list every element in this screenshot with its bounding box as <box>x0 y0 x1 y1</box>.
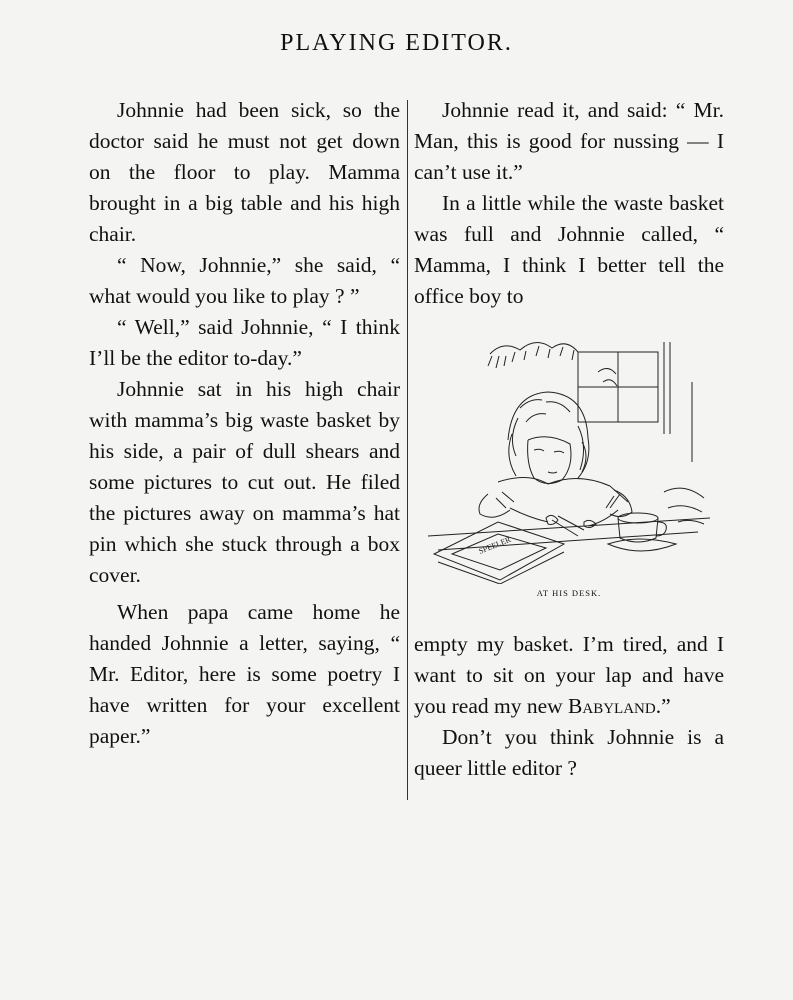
paragraph <box>414 629 724 722</box>
child-at-desk-illustration <box>428 322 710 584</box>
paragraph: In a little while the waste basket was full and Johnnie called, “ Mamma, I think I better tell the office boy to <box>414 191 724 308</box>
paragraph-text: .” <box>655 694 671 718</box>
paragraph: Johnnie read it, and said: “ Mr. Man, this is good for nussing — I can’t use it.” <box>414 98 724 184</box>
paragraph-text: empty my basket. I’m tired, and I want to sit on your lap and have you read my new <box>414 632 724 718</box>
book-label: SPEELER <box>477 534 513 556</box>
paragraph: “ Well,” said Johnnie, “ I think I’ll be the editor to-day.” <box>89 315 400 370</box>
right-column-top <box>414 95 724 312</box>
illustration-caption: AT HIS DESK. <box>536 588 602 598</box>
paragraph: “ Now, Johnnie,” she said, “ what would you like to play ? ” <box>89 253 400 308</box>
magazine-name: Babyland <box>568 694 656 718</box>
page-title: PLAYING EDITOR. <box>280 30 513 56</box>
column-divider <box>407 100 408 800</box>
left-column <box>89 95 400 752</box>
paragraph: When papa came home he handed Johnnie a letter, saying, “ Mr. Editor, here is some poetry I have written for your excellent paper.” <box>89 600 400 748</box>
paragraph: Johnnie sat in his high chair with mamma’s big waste basket by his side, a pair of dull shears and some pictures to cut out. He filed the pictures away on mamma’s hat pin which she stuck through a box cover. <box>89 377 400 587</box>
paragraph: Don’t you think Johnnie is a queer little editor ? <box>414 725 724 780</box>
right-column-bottom <box>414 629 724 784</box>
paragraph: Johnnie had been sick, so the doctor said he must not get down on the floor to play. Mamma brought in a big table and his high chair. <box>89 98 400 246</box>
